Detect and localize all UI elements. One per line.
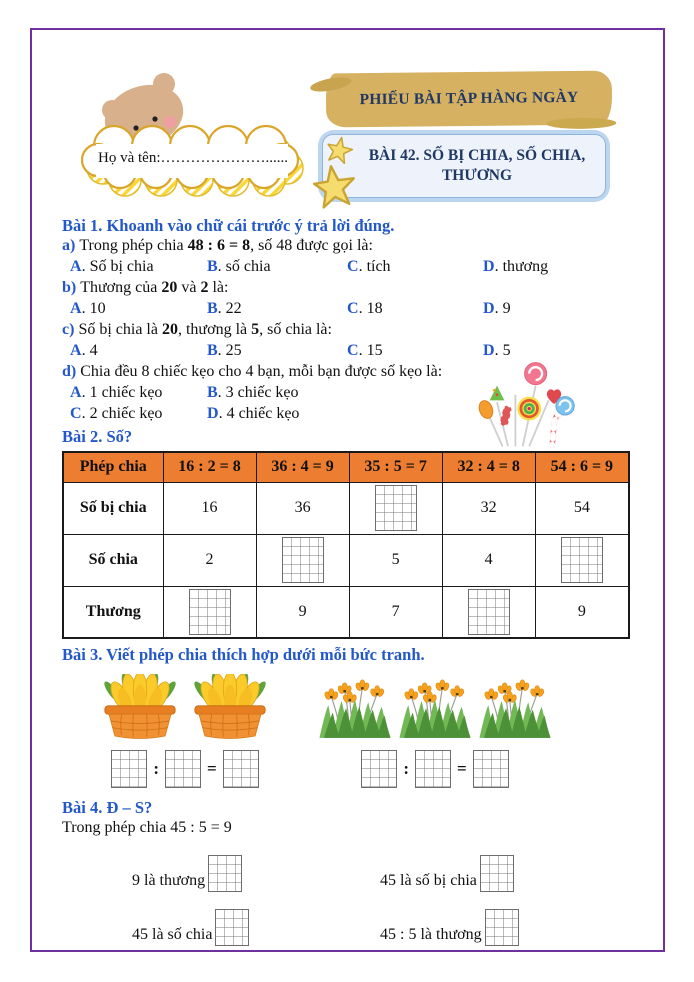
table-cell: 9	[256, 586, 349, 638]
question-text: Trong phép chia 48 : 6 = 8, số 48 được gọi là:	[79, 237, 373, 254]
option-a-B[interactable]: B. số chia	[207, 258, 271, 275]
option-b-B[interactable]: B. 22	[207, 300, 242, 317]
equation-box[interactable]	[165, 750, 201, 788]
option-text: 1 chiếc kẹo	[85, 384, 163, 401]
picture-group-1	[98, 674, 272, 788]
divide-symbol: :	[153, 759, 159, 778]
star-icon	[308, 134, 368, 214]
option-d-D[interactable]: D. 4 chiếc kẹo	[207, 405, 300, 422]
equals-symbol: =	[456, 759, 467, 778]
table-cell	[442, 586, 535, 638]
option-letter: D	[207, 405, 219, 422]
column-header: 32 : 4 = 8	[442, 452, 535, 482]
option-letter: B	[207, 258, 218, 275]
table-cell	[163, 586, 256, 638]
bai4-statement-3	[62, 900, 334, 946]
ds-answer-box[interactable]	[208, 855, 242, 892]
option-text: số chia	[221, 258, 271, 275]
bai1-question-c	[62, 321, 663, 342]
bai4-grid	[62, 846, 663, 946]
option-a-C[interactable]: C. tích	[347, 258, 391, 275]
question-label: c)	[62, 321, 79, 338]
option-letter: D	[483, 258, 495, 275]
bai1-question-b	[62, 279, 663, 300]
equation-box[interactable]	[111, 750, 147, 788]
option-a-A[interactable]: A. Số bị chia	[70, 258, 154, 275]
option-letter: C	[347, 258, 359, 275]
bai1-heading: Bài 1. Khoanh vào chữ cái trước ý trả lời đúng.	[62, 216, 395, 235]
option-letter: A	[70, 258, 82, 275]
option-letter: C	[347, 342, 359, 359]
table-answer-box[interactable]	[189, 589, 231, 635]
table-answer-box[interactable]	[468, 589, 510, 635]
table-cell: 2	[163, 534, 256, 586]
statement-text: 45 là số bị chia	[380, 872, 477, 889]
question-text: Chia đều 8 chiếc kẹo cho 4 bạn, mỗi bạn được số kẹo là:	[80, 363, 443, 380]
bai4-statement-4	[334, 900, 663, 946]
option-a-D[interactable]: D. thương	[483, 258, 549, 275]
equals-symbol: =	[206, 759, 217, 778]
question-text: Số bị chia là 20, thương là 5, số chia là:	[78, 321, 332, 338]
table-answer-box[interactable]	[375, 485, 417, 531]
option-text: 4 chiếc kẹo	[222, 405, 300, 422]
table-cell: 7	[349, 586, 442, 638]
equation-box[interactable]	[473, 750, 509, 788]
worksheet-page	[30, 28, 665, 952]
equation-box[interactable]	[361, 750, 397, 788]
option-b-D[interactable]: D. 9	[483, 300, 511, 317]
bai4-heading: Bài 4. Đ – S?	[62, 798, 153, 817]
option-text: tích	[362, 258, 391, 275]
table-row	[63, 534, 629, 586]
worksheet-header	[32, 30, 663, 202]
table-cell	[256, 534, 349, 586]
option-b-C[interactable]: C. 18	[347, 300, 383, 317]
table-row	[63, 586, 629, 638]
table-cell	[349, 482, 442, 534]
row-label: Thương	[63, 586, 163, 638]
bai2-heading: Bài 2. Số?	[62, 427, 133, 446]
option-d-B[interactable]: B. 3 chiếc kẹo	[207, 384, 299, 401]
table-cell: 5	[349, 534, 442, 586]
equation-row	[98, 750, 272, 788]
option-c-B[interactable]: B. 25	[207, 342, 242, 359]
question-label: b)	[62, 279, 81, 296]
table-row	[63, 482, 629, 534]
ds-answer-box[interactable]	[485, 909, 519, 946]
option-text: 15	[362, 342, 383, 359]
statement-text: 9 là thương	[132, 872, 206, 889]
divide-symbol: :	[403, 759, 409, 778]
column-header: 16 : 2 = 8	[163, 452, 256, 482]
option-d-A[interactable]: A. 1 chiếc kẹo	[70, 384, 163, 401]
candy-icon	[450, 358, 590, 450]
table-cell: 32	[442, 482, 535, 534]
column-header: Phép chia	[63, 452, 163, 482]
column-header: 36 : 4 = 9	[256, 452, 349, 482]
bai3-heading: Bài 3. Viết phép chia thích hợp dưới mỗi bức tranh.	[62, 645, 425, 664]
option-text: thương	[498, 258, 549, 275]
table-answer-box[interactable]	[282, 537, 324, 583]
option-letter: A	[70, 342, 82, 359]
bai1-question-a	[62, 237, 663, 258]
table-cell: 9	[535, 586, 629, 638]
bai4-statement-1	[62, 846, 334, 892]
lesson-title: BÀI 42. SỐ BỊ CHIA, SỐ CHIA, THƯƠNG	[368, 146, 586, 184]
option-c-A[interactable]: A. 4	[70, 342, 98, 359]
equation-row	[318, 750, 552, 788]
option-text: 2 chiếc kẹo	[85, 405, 163, 422]
option-text: 4	[85, 342, 98, 359]
table-cell: 16	[163, 482, 256, 534]
flower-grass-icon	[398, 674, 472, 741]
question-label: a)	[62, 237, 80, 254]
picture-icons	[318, 674, 552, 741]
bai3-pictures	[98, 674, 663, 788]
option-letter: B	[207, 342, 218, 359]
option-b-A[interactable]: A. 10	[70, 300, 106, 317]
column-header: 35 : 5 = 7	[349, 452, 442, 482]
corn-basket-icon	[188, 674, 272, 741]
option-letter: B	[207, 384, 218, 401]
option-text: 9	[498, 300, 511, 317]
option-letter: B	[207, 300, 218, 317]
option-letter: A	[70, 300, 82, 317]
banner-title: PHIẾU BÀI TẬP HÀNG NGÀY	[359, 88, 579, 109]
option-d-C[interactable]: C. 2 chiếc kẹo	[70, 405, 163, 422]
bai4-intro: Trong phép chia 45 : 5 = 9	[62, 819, 232, 836]
option-text: 25	[221, 342, 242, 359]
table-cell: 36	[256, 482, 349, 534]
option-text: 5	[498, 342, 511, 359]
option-letter: C	[70, 405, 82, 422]
ds-answer-box[interactable]	[480, 855, 514, 892]
option-text: 10	[85, 300, 106, 317]
option-letter: A	[70, 384, 82, 401]
row-label: Số bị chia	[63, 482, 163, 534]
flower-grass-icon	[318, 674, 392, 741]
picture-group-2	[318, 674, 552, 788]
option-text: 3 chiếc kẹo	[221, 384, 299, 401]
table-answer-box[interactable]	[561, 537, 603, 583]
option-text: Số bị chia	[85, 258, 154, 275]
ds-answer-box[interactable]	[215, 909, 249, 946]
picture-icons	[98, 674, 272, 741]
question-text: Thương của 20 và 2 là:	[80, 279, 229, 296]
table-header-row	[63, 452, 629, 482]
row-label: Số chia	[63, 534, 163, 586]
table-cell: 54	[535, 482, 629, 534]
banner	[326, 71, 613, 128]
equation-box[interactable]	[223, 750, 259, 788]
bai1-options-a	[70, 258, 663, 279]
option-text: 22	[221, 300, 242, 317]
statement-text: 45 là số chia	[132, 926, 213, 943]
name-label: Họ và tên:…………………......	[98, 150, 288, 166]
name-field[interactable]	[76, 118, 308, 200]
option-letter: D	[483, 342, 495, 359]
question-label: d)	[62, 363, 81, 380]
statement-text: 45 : 5 là thương	[380, 926, 482, 943]
bai1-options-b	[70, 300, 663, 321]
table-cell	[535, 534, 629, 586]
option-c-D[interactable]: D. 5	[483, 342, 511, 359]
equation-box[interactable]	[415, 750, 451, 788]
bai4-statement-2	[334, 846, 663, 892]
option-text: 18	[362, 300, 383, 317]
option-letter: C	[347, 300, 359, 317]
flower-grass-icon	[478, 674, 552, 741]
column-header: 54 : 6 = 9	[535, 452, 629, 482]
option-c-C[interactable]: C. 15	[347, 342, 383, 359]
bai2-table	[62, 451, 630, 639]
corn-basket-icon	[98, 674, 182, 741]
table-cell: 4	[442, 534, 535, 586]
option-letter: D	[483, 300, 495, 317]
